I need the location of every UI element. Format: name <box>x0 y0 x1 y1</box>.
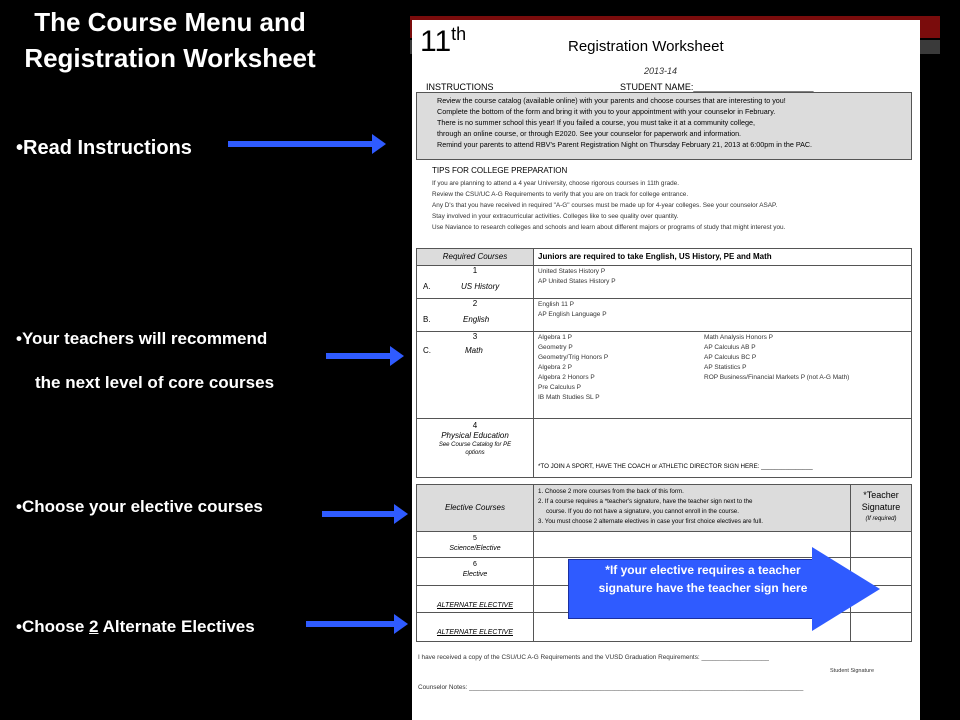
bullet-alt-prefix: •Choose <box>16 617 90 636</box>
elective-row-6 <box>416 557 534 586</box>
row-number: 4 <box>472 421 478 430</box>
course-option: Pre Calculus P <box>538 384 581 391</box>
arrow-electives <box>322 511 398 517</box>
row-number: 5 <box>473 535 477 542</box>
arrow-instructions <box>228 141 376 147</box>
required-row-us-history <box>416 265 534 299</box>
callout-line1: *If your elective requires a teacher <box>605 563 801 577</box>
row-letter: B. <box>423 315 431 324</box>
slide-title-line2: Registration Worksheet <box>24 43 316 73</box>
elective-instruction: course. If you do not have a signature, you cannot enroll in the course. <box>546 508 739 515</box>
sport-signature-line: *TO JOIN A SPORT, HAVE THE COACH or ATHLETIC DIRECTOR SIGN HERE: _______________ <box>538 463 813 470</box>
teacher-signature-callout <box>568 547 818 631</box>
row-letter: A. <box>423 282 431 291</box>
alternate-elective-1-label: ALTERNATE ELECTIVE <box>416 585 534 613</box>
course-option: AP Statistics P <box>704 364 747 371</box>
course-option: Algebra 2 Honors P <box>538 374 595 381</box>
grade-number <box>420 24 466 59</box>
arrow-alternates <box>306 621 398 627</box>
elective-header: Elective Courses <box>416 484 534 532</box>
row-course-name: Science/Elective <box>449 545 501 552</box>
elective-instruction: 3. You must choose 2 alternate electives in case your first choice electives are full. <box>538 518 763 525</box>
elective-row-5 <box>416 531 534 558</box>
row-course-name: Elective <box>462 571 488 578</box>
tip-item: Review the CSU/UC A-G Requirements to verify that you are on track for college entrance. <box>432 191 689 198</box>
row-course-name: US History <box>461 282 500 291</box>
course-option: United States History P <box>538 268 606 275</box>
required-row-math <box>416 331 534 419</box>
row-number: 6 <box>473 561 477 568</box>
pe-cell <box>533 418 912 478</box>
bullet-alternate-electives <box>16 617 255 637</box>
instruction-item: Complete the bottom of the form and bring it with you to your appointment with your counselor in February. <box>437 107 776 116</box>
signature-label: *Teacher Signature <box>861 490 901 512</box>
row-course-name: Math <box>465 346 483 355</box>
course-option: AP Calculus BC P <box>704 354 757 361</box>
counselor-notes: Counselor Notes: ______________________________________________________________________________________________ <box>418 684 804 691</box>
callout-line2: signature have the teacher sign here <box>598 581 808 595</box>
math-options <box>533 331 912 419</box>
row-letter: C. <box>423 346 431 355</box>
instructions-box <box>416 92 912 160</box>
worksheet-year: 2013-14 <box>644 66 678 76</box>
elective-instruction: 2. If a course requires a *teacher's signature, have the teacher sign next to the <box>538 498 753 505</box>
instructions-label: INSTRUCTIONS <box>426 82 494 92</box>
bullet-alt-number: 2 <box>89 617 99 636</box>
row-number: 3 <box>472 332 478 341</box>
tip-item: Use Naviance to research colleges and schools and learn about different majors or programs of study that might interest you. <box>432 224 786 231</box>
us-history-options <box>533 265 912 299</box>
elective-instructions <box>533 484 851 532</box>
bullet-teachers-recommend: •Your teachers will recommend <box>16 329 268 348</box>
student-name-label: STUDENT NAME:________________________ <box>620 82 814 92</box>
course-option: Geometry P <box>538 344 573 351</box>
row-number: 2 <box>472 299 478 308</box>
grade-suffix: th <box>451 24 467 44</box>
tip-item: Stay involved in your extracurricular activities. Colleges like to see quality over quantity. <box>432 213 679 220</box>
english-options <box>533 298 912 332</box>
row-number: 1 <box>472 266 478 275</box>
pe-note: See Course Catalog for PE options <box>438 442 512 456</box>
elective-instruction: 1. Choose 2 more courses from the back of this form. <box>538 488 684 495</box>
course-option: Geometry/Trig Honors P <box>538 354 609 361</box>
slide-title-line1: The Course Menu and <box>34 7 306 37</box>
bullet-read-instructions: •Read Instructions <box>16 137 192 159</box>
receipt-statement: I have received a copy of the CSU/UC A-G Requirements and the VUSD Graduation Requirements: ___________________ <box>418 654 769 661</box>
row-course-name: Physical Education <box>441 431 509 440</box>
grade-value: 11 <box>420 25 452 58</box>
row-course-name: English <box>463 315 490 324</box>
signature-sub: (If required) <box>865 516 897 522</box>
course-option: English 11 P <box>538 301 575 308</box>
instruction-item: Review the course catalog (available online) with your parents and choose courses that are interesting to you! <box>437 96 786 105</box>
bullet-choose-electives: •Choose your elective courses <box>16 497 263 516</box>
alternate-elective-2-label: ALTERNATE ELECTIVE <box>416 612 534 642</box>
instruction-item: There is no summer school this year! If you failed a course, you must take it at a community college, <box>437 118 755 127</box>
bullet-alt-rest: Alternate Electives <box>98 617 255 636</box>
required-note: Juniors are required to take English, US History, PE and Math <box>533 248 912 266</box>
tips-title: TIPS FOR COLLEGE PREPARATION <box>432 166 568 175</box>
course-option: IB Math Studies SL P <box>538 394 600 401</box>
required-header: Required Courses <box>416 248 534 266</box>
worksheet-title: Registration Worksheet <box>568 38 724 55</box>
course-option: AP Calculus AB P <box>704 344 756 351</box>
tip-item: If you are planning to attend a 4 year University, choose rigorous courses in 11th grade. <box>432 180 680 187</box>
tips-list <box>432 178 916 233</box>
required-row-english <box>416 298 534 332</box>
callout-text <box>568 561 838 597</box>
required-row-pe <box>416 418 534 478</box>
course-option: Algebra 2 P <box>538 364 572 371</box>
course-option: Math Analysis Honors P <box>704 334 774 341</box>
student-signature-label: Student Signature <box>830 668 875 674</box>
course-option: Algebra 1 P <box>538 334 572 341</box>
bullet-next-level: the next level of core courses <box>35 373 275 392</box>
course-option: ROP Business/Financial Markets P (not A-G Math) <box>704 374 850 381</box>
tip-item: Any D's that you have received in required "A-G" courses must be made up for 4-year colleges. See your counselor ASAP. <box>432 202 778 209</box>
arrow-core-courses <box>326 353 394 359</box>
instruction-item: through an online course, or through E2020. See your counselor for paperwork and information. <box>437 129 742 138</box>
instruction-item: Remind your parents to attend RBV's Parent Registration Night on Thursday February 21, 2013 at 6:00pm in the PAC. <box>437 140 813 149</box>
slide-title <box>0 4 340 76</box>
teacher-signature-header <box>850 484 912 532</box>
course-option: AP English Language P <box>538 311 607 318</box>
course-option: AP United States History P <box>538 278 616 285</box>
